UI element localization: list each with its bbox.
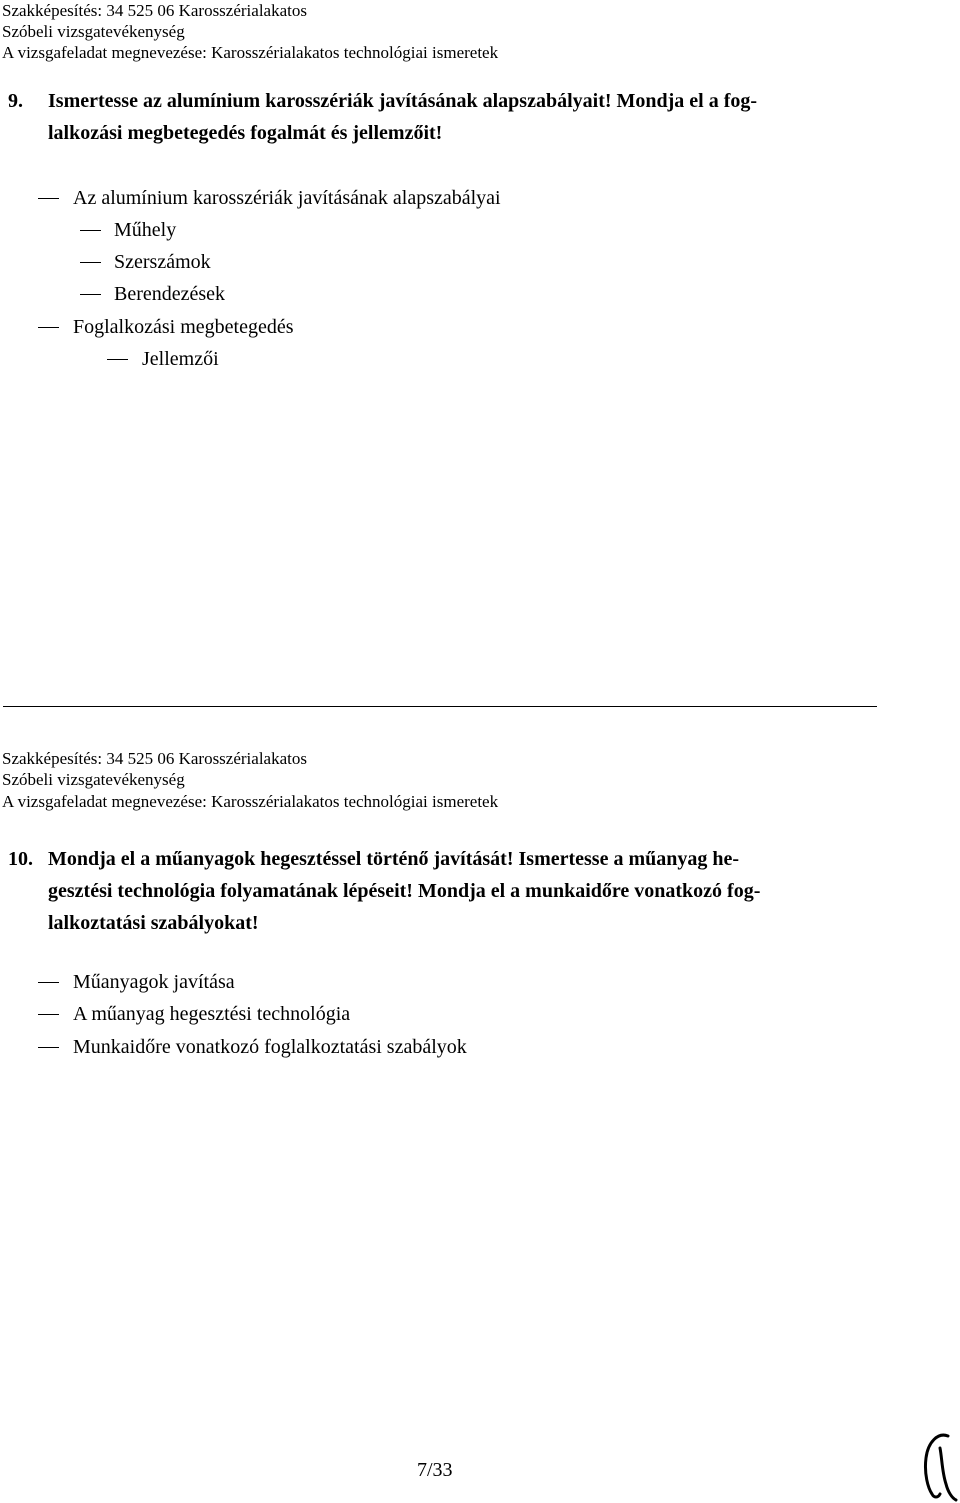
dash-bullet-icon (80, 294, 101, 295)
header-qualification: Szakképesítés: 34 525 06 Karosszérialakatos (2, 1, 307, 20)
header-task-name: A vizsgafeladat megnevezése: Karosszérialakatos technológiai ismeretek (2, 792, 499, 811)
question-text-line: lalkoztatási szabályokat! (48, 912, 259, 934)
header-task-name: A vizsgafeladat megnevezése: Karosszérialakatos technológiai ismeretek (2, 43, 499, 62)
question-text-line: gesztési technológia folyamatának lépéseit! Mondja el a munkaidőre vonatkozó fog- (48, 880, 761, 902)
dash-bullet-icon (38, 327, 59, 328)
dash-bullet-icon (107, 359, 128, 360)
dash-bullet-icon (38, 198, 59, 199)
question-text-line: Ismertesse az alumínium karosszériák javításának alapszabályait! Mondja el a fog- (48, 90, 758, 112)
dash-bullet-icon (38, 982, 59, 983)
dash-bullet-icon (38, 1014, 59, 1015)
handwritten-signature (918, 1428, 958, 1502)
dash-bullet-icon (38, 1047, 59, 1048)
dash-bullet-icon (80, 262, 101, 263)
dash-bullet-icon (80, 230, 101, 231)
header-exam-type: Szóbeli vizsgatevékenység (2, 22, 185, 41)
page-separator-rule (3, 706, 877, 707)
question-text-line: Mondja el a műanyagok hegesztéssel történő javítását! Ismertesse a műanyag he- (48, 848, 740, 870)
header-qualification: Szakképesítés: 34 525 06 Karosszérialakatos (2, 749, 307, 768)
question-text-line: lalkozási megbetegedés fogalmát és jellemzőit! (48, 122, 443, 144)
question-number: 9. (8, 90, 23, 112)
question-9 (8, 85, 868, 149)
question-number: 10. (8, 848, 33, 870)
page-number: 7/33 (417, 1459, 453, 1481)
header-exam-type: Szóbeli vizsgatevékenység (2, 770, 185, 789)
question-10 (8, 843, 868, 939)
